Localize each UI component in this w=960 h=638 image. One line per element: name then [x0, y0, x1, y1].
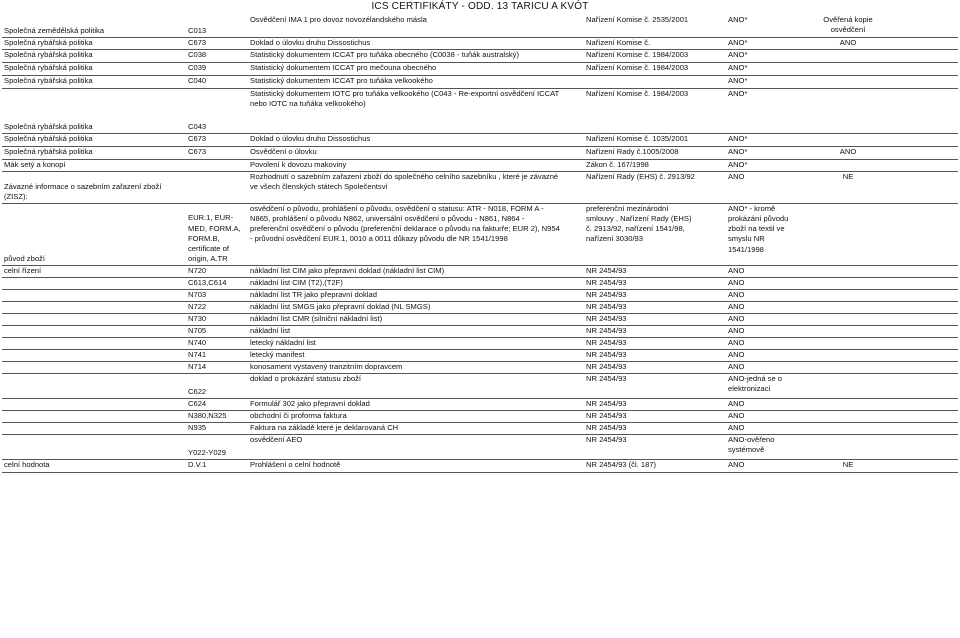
cell-document: nákladní list CIM (T2),(T2F)	[248, 277, 584, 289]
cell-area: celní řízení	[2, 265, 186, 277]
cell-legal-basis: NR 2454/93	[584, 265, 726, 277]
cell-area	[2, 410, 186, 422]
page-header: ICS CERTIFIKÁTY - ODD. 13 TARICU A KVÓT	[371, 1, 589, 12]
cell-ics: ANO-jedná se o elektronizaci	[726, 373, 808, 398]
cell-code: C624	[186, 398, 248, 410]
cell-check	[808, 434, 888, 459]
cell-ics: ANO-ověřeno systémově	[726, 434, 808, 459]
table-row	[2, 75, 958, 88]
cell-note	[888, 337, 958, 349]
cell-check: NE	[808, 459, 888, 472]
certificates-table	[2, 15, 958, 473]
table-row	[2, 301, 958, 313]
cell-note	[888, 361, 958, 373]
cell-area	[2, 289, 186, 301]
cell-code	[186, 159, 248, 171]
cell-check	[808, 75, 888, 88]
cell-ics: ANO*	[726, 75, 808, 88]
cell-area: Společná rybářská politika	[2, 146, 186, 159]
cell-note	[888, 133, 958, 146]
cell-area	[2, 373, 186, 398]
table-row	[2, 265, 958, 277]
table-row	[2, 277, 958, 289]
cell-note	[888, 171, 958, 203]
table-row	[2, 349, 958, 361]
cell-check	[808, 289, 888, 301]
cell-check	[808, 265, 888, 277]
cell-note	[888, 277, 958, 289]
cell-area	[2, 422, 186, 434]
table-row	[2, 146, 958, 159]
table-row	[2, 49, 958, 62]
cell-ics: ANO	[726, 171, 808, 203]
cell-legal-basis: Nařízení Komise č. 1984/2003	[584, 49, 726, 62]
table-row	[2, 289, 958, 301]
cell-area: celní hodnota	[2, 459, 186, 472]
cell-document: Povolení k dovozu makoviny	[248, 159, 584, 171]
cell-note	[888, 301, 958, 313]
cell-area: Společná rybářská politika	[2, 49, 186, 62]
cell-legal-basis: NR 2454/93	[584, 422, 726, 434]
cell-legal-basis: NR 2454/93 (čl. 187)	[584, 459, 726, 472]
table-row	[2, 361, 958, 373]
cell-area	[2, 398, 186, 410]
cell-check: ANO	[808, 146, 888, 159]
cell-code: C039	[186, 62, 248, 75]
cell-legal-basis: NR 2454/93	[584, 398, 726, 410]
cell-legal-basis: NR 2454/93	[584, 361, 726, 373]
cell-area	[2, 337, 186, 349]
cell-check	[808, 410, 888, 422]
cell-check	[808, 159, 888, 171]
cell-code: N705	[186, 325, 248, 337]
cell-code: N720	[186, 265, 248, 277]
cell-ics: ANO	[726, 361, 808, 373]
cell-ics: ANO	[726, 459, 808, 472]
cell-check	[808, 277, 888, 289]
cell-ics: ANO	[726, 289, 808, 301]
cell-document: letecký manifest	[248, 349, 584, 361]
table-row	[2, 325, 958, 337]
cell-check: ANO	[808, 37, 888, 49]
cell-document: nákladní list	[248, 325, 584, 337]
cell-check	[808, 203, 888, 265]
cell-ics: ANO*	[726, 49, 808, 62]
cell-check	[808, 62, 888, 75]
cell-check	[808, 313, 888, 325]
cell-legal-basis: NR 2454/93	[584, 349, 726, 361]
cell-document: Statistický dokumentem ICCAT pro tuňáka obecného (C0038 - tuňák australský)	[248, 49, 584, 62]
table-row	[2, 337, 958, 349]
cell-document: Prohlášení o celní hodnotě	[248, 459, 584, 472]
cell-ics: ANO*	[726, 146, 808, 159]
table-row	[2, 398, 958, 410]
cell-legal-basis: NR 2454/93	[584, 410, 726, 422]
cell-area: Společná rybářská politika	[2, 37, 186, 49]
cell-legal-basis: NR 2454/93	[584, 325, 726, 337]
cell-area	[2, 349, 186, 361]
cell-check: NE	[808, 171, 888, 203]
cell-ics: ANO	[726, 301, 808, 313]
cell-ics: ANO*	[726, 15, 808, 37]
table-row	[2, 434, 958, 459]
cell-area: Společná zemědělská politika	[2, 15, 186, 37]
cell-ics: ANO*	[726, 159, 808, 171]
cell-code: C043	[186, 88, 248, 133]
cell-legal-basis: Nařízení Komise č. 2535/2001	[584, 15, 726, 37]
cell-code	[186, 171, 248, 203]
cell-note	[888, 203, 958, 265]
cell-document: obchodní či proforma faktura	[248, 410, 584, 422]
cell-note	[888, 159, 958, 171]
cell-area	[2, 325, 186, 337]
cell-code: N730	[186, 313, 248, 325]
cell-document: nákladní list CMR (silniční nákladní list)	[248, 313, 584, 325]
cell-area	[2, 277, 186, 289]
cell-area: Společná rybářská politika	[2, 75, 186, 88]
cell-legal-basis: NR 2454/93	[584, 313, 726, 325]
cell-check	[808, 301, 888, 313]
cell-code: C038	[186, 49, 248, 62]
cell-document: Osvědčení o úlovku	[248, 146, 584, 159]
cell-note	[888, 289, 958, 301]
cell-ics: ANO*	[726, 62, 808, 75]
cell-note	[888, 373, 958, 398]
cell-ics: ANO	[726, 265, 808, 277]
table-row	[2, 159, 958, 171]
cell-code: N935	[186, 422, 248, 434]
table-row	[2, 410, 958, 422]
cell-ics: ANO*	[726, 37, 808, 49]
cell-code: D.V.1	[186, 459, 248, 472]
cell-legal-basis: Nařízení Komise č. 1984/2003	[584, 62, 726, 75]
table-row	[2, 313, 958, 325]
cell-document: Statistický dokumentem ICCAT pro tuňáka velkookého	[248, 75, 584, 88]
cell-document: nákladní list CIM jako přepravní doklad (nákladní list CIM)	[248, 265, 584, 277]
cell-ics: ANO	[726, 325, 808, 337]
cell-check	[808, 337, 888, 349]
cell-area: Závazné informace o sazebním zařazení zboží (ZISZ):	[2, 171, 186, 203]
cell-note	[888, 75, 958, 88]
cell-document: Faktura na základě které je deklarovaná CH	[248, 422, 584, 434]
cell-legal-basis: Nařízení Rady (EHS) č. 2913/92	[584, 171, 726, 203]
cell-document: Statistický dokumentem ICCAT pro mečouna obecného	[248, 62, 584, 75]
cell-document: Doklad o úlovku druhu Dissostichus	[248, 133, 584, 146]
table-row	[2, 422, 958, 434]
cell-code: C673	[186, 133, 248, 146]
cell-legal-basis: NR 2454/93	[584, 277, 726, 289]
cell-code: N741	[186, 349, 248, 361]
cell-legal-basis: NR 2454/93	[584, 301, 726, 313]
cell-legal-basis	[584, 75, 726, 88]
table-body	[2, 15, 958, 472]
cell-document: letecký nákladní list	[248, 337, 584, 349]
cell-code: N722	[186, 301, 248, 313]
cell-ics: ANO	[726, 422, 808, 434]
cell-note	[888, 325, 958, 337]
cell-check	[808, 398, 888, 410]
cell-legal-basis: Nařízení Komise č.	[584, 37, 726, 49]
cell-document: osvědčení o původu, prohlášení o původu, osvědčení o statusu: ATR - N018, FORM A - N865, prohlášení o původu N862, universální osvědčení o původu - N861, N864 - preferenční osvědčení o původu (preferenční deklarace o původu na fakturře; EUR 2), N954 - průvodní osvědčení EUR.1, 0010 a 0011 důkazy původu dle NR 1541/1998	[248, 203, 584, 265]
cell-note	[888, 49, 958, 62]
cell-area: Společná rybářská politika	[2, 133, 186, 146]
cell-legal-basis: NR 2454/93	[584, 373, 726, 398]
cell-ics: ANO	[726, 398, 808, 410]
cell-area: Společná rybářská politika	[2, 88, 186, 133]
cell-document: Statistický dokumentem IOTC pro tuňáka velkookého (C043 - Re-exportní osvědčení ICCAT nebo IOTC na tuňáka velkookého)	[248, 88, 584, 133]
cell-area	[2, 361, 186, 373]
cell-code: N703	[186, 289, 248, 301]
cell-ics: ANO	[726, 349, 808, 361]
cell-check: Ověřená kopie osvědčení	[808, 15, 888, 37]
cell-check	[808, 325, 888, 337]
cell-legal-basis: NR 2454/93	[584, 337, 726, 349]
cell-document: doklad o prokázání statusu zboží	[248, 373, 584, 398]
cell-note	[888, 265, 958, 277]
cell-document: Rozhodnutí o sazebním zařazení zboží do společného celního sazebníku , které je závazné ve všech členských státech Společentsví	[248, 171, 584, 203]
cell-check	[808, 422, 888, 434]
cell-document: osvědčení AEO	[248, 434, 584, 459]
cell-note	[888, 410, 958, 422]
cell-check	[808, 361, 888, 373]
cell-note	[888, 146, 958, 159]
cell-document: Osvědčení IMA 1 pro dovoz novozélandského másla	[248, 15, 584, 37]
cell-note	[888, 88, 958, 133]
cell-document: nákladní list TR jako přepravní doklad	[248, 289, 584, 301]
cell-legal-basis: Zákon č. 167/1998	[584, 159, 726, 171]
cell-document: konosament vystavený tranzitním dopravcem	[248, 361, 584, 373]
cell-legal-basis: NR 2454/93	[584, 434, 726, 459]
cell-check	[808, 373, 888, 398]
cell-legal-basis: NR 2454/93	[584, 289, 726, 301]
cell-note	[888, 422, 958, 434]
cell-note	[888, 62, 958, 75]
table-row	[2, 37, 958, 49]
cell-legal-basis: Nařízení Rady č.1005/2008	[584, 146, 726, 159]
cell-code: C673	[186, 146, 248, 159]
cell-note	[888, 349, 958, 361]
table-row	[2, 88, 958, 133]
cell-ics: ANO	[726, 313, 808, 325]
cell-note	[888, 459, 958, 472]
cell-note	[888, 434, 958, 459]
cell-code: C622	[186, 373, 248, 398]
table-row	[2, 15, 958, 37]
cell-area	[2, 301, 186, 313]
cell-ics: ANO*	[726, 133, 808, 146]
cell-check	[808, 49, 888, 62]
cell-note	[888, 15, 958, 37]
cell-area	[2, 313, 186, 325]
table-row	[2, 133, 958, 146]
table-row	[2, 62, 958, 75]
cell-code: C040	[186, 75, 248, 88]
cell-area: původ zboží	[2, 203, 186, 265]
cell-code: C613,C614	[186, 277, 248, 289]
cell-code: N380,N325	[186, 410, 248, 422]
cell-check	[808, 133, 888, 146]
table-row	[2, 203, 958, 265]
cell-area	[2, 434, 186, 459]
cell-document: Doklad o úlovku druhu Dissostichus	[248, 37, 584, 49]
cell-code: C673	[186, 37, 248, 49]
cell-code: Y022-Y029	[186, 434, 248, 459]
cell-code: C013	[186, 15, 248, 37]
cell-ics: ANO* - kromě prokázání původu zboží na textil ve smyslu NR 1541/1998	[726, 203, 808, 265]
table-row	[2, 373, 958, 398]
table-row	[2, 459, 958, 472]
cell-ics: ANO*	[726, 88, 808, 133]
cell-ics: ANO	[726, 277, 808, 289]
cell-check	[808, 88, 888, 133]
cell-area: Mák setý a konopí	[2, 159, 186, 171]
cell-ics: ANO	[726, 337, 808, 349]
cell-code: EUR.1, EUR- MED, FORM.A, FORM.B, certificate of origin, A.TR	[186, 203, 248, 265]
cell-note	[888, 398, 958, 410]
cell-note	[888, 313, 958, 325]
cell-code: N714	[186, 361, 248, 373]
cell-legal-basis: Nařízení Komise č. 1984/2003	[584, 88, 726, 133]
cell-ics: ANO	[726, 410, 808, 422]
cell-document: nákladní list SMGS jako přepravní doklad (NL SMGS)	[248, 301, 584, 313]
cell-area: Společná rybářská politika	[2, 62, 186, 75]
cell-document: Formulář 302 jako přepravní doklad	[248, 398, 584, 410]
cell-note	[888, 37, 958, 49]
table-row	[2, 171, 958, 203]
cell-check	[808, 349, 888, 361]
cell-code: N740	[186, 337, 248, 349]
cell-legal-basis: Nařízení Komise č. 1035/2001	[584, 133, 726, 146]
cell-legal-basis: preferenční mezinárodní smlouvy , Nařízení Rady (EHS) č. 2913/92, nařízení 1541/98, nařízení 3030/93	[584, 203, 726, 265]
